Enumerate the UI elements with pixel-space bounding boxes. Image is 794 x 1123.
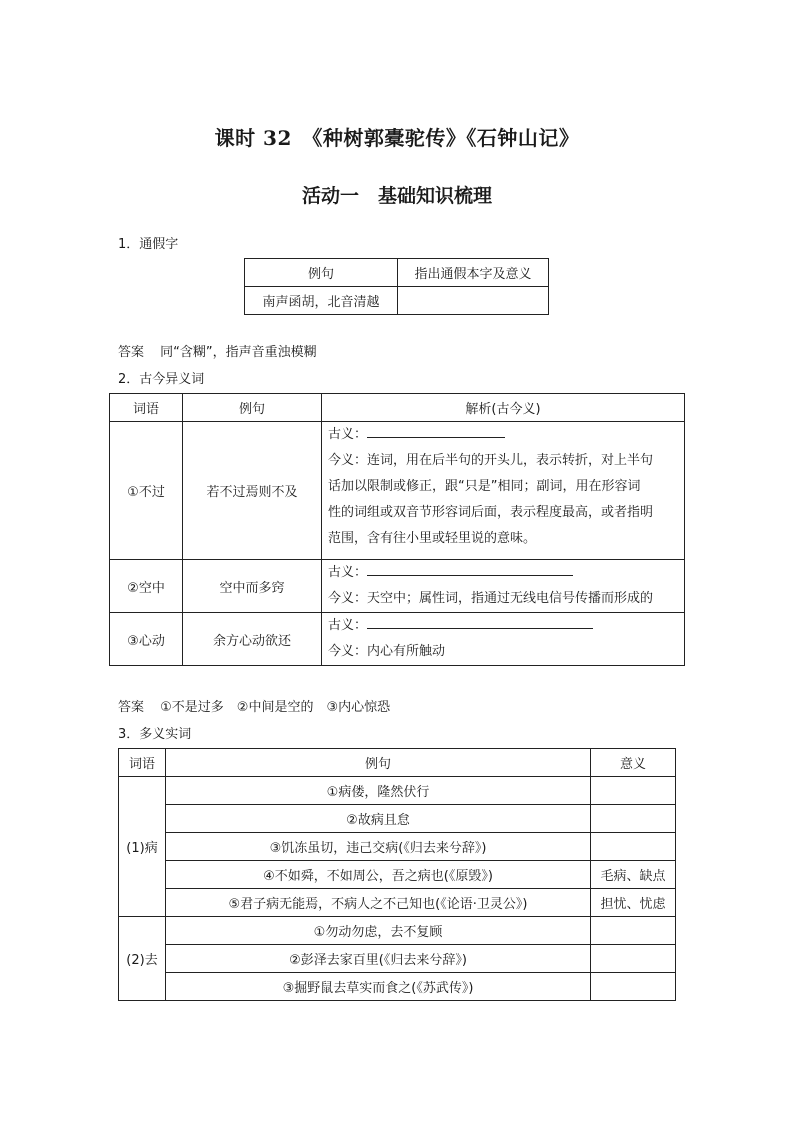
s3-header-example: 例句: [166, 749, 591, 777]
jin-line: 范围，含有往小里或轻里说的意味。: [328, 531, 537, 546]
answer-label: 答案: [118, 345, 145, 360]
s2-word: ②空中: [110, 560, 183, 613]
table-row: [119, 805, 676, 833]
s2-answer: [118, 696, 390, 715]
gu-label: 古义：: [328, 427, 368, 442]
fill-blank: [367, 424, 505, 438]
s3-meaning: [591, 833, 676, 861]
table-row: [119, 973, 676, 1001]
s2-heading: 2．古今异义词: [118, 372, 205, 387]
s3-meaning: [591, 777, 676, 805]
s1-table: [244, 258, 549, 315]
fill-blank: [367, 562, 573, 576]
table-row: [119, 777, 676, 805]
s2-example: 空中而多窍: [183, 560, 322, 613]
s3-table: [118, 748, 676, 1001]
section-title: 活动一 基础知识梳理: [301, 185, 492, 207]
s3-header-word: 词语: [119, 749, 166, 777]
jin-line: 话加以限制或修正，跟“只是”相同；副词，用在形容词: [328, 479, 641, 494]
s3-example: ③饥冻虽切，违己交病(《归去来兮辞》): [166, 833, 591, 861]
s2-word: ①不过: [110, 422, 183, 560]
s2-header-explain: 解析(古今义): [322, 394, 685, 422]
table-row: [119, 861, 676, 889]
s3-meaning: [591, 945, 676, 973]
s3-header-meaning: 意义: [591, 749, 676, 777]
answer-label: 答案: [118, 700, 145, 715]
table-row: [110, 613, 685, 666]
s3-meaning: [591, 805, 676, 833]
s3-word: (1)病: [119, 777, 166, 917]
s3-example: ④不如舜，不如周公，吾之病也(《原毁》): [166, 861, 591, 889]
jin-line: 今义：天空中；属性词，指通过无线电信号传播而形成的: [328, 591, 654, 606]
s3-meaning: [591, 917, 676, 945]
table-row: [110, 560, 685, 613]
s1-example-cell: 南声函胡，北音清越: [245, 287, 398, 315]
s2-header-word: 词语: [110, 394, 183, 422]
fill-blank: [367, 615, 593, 629]
s3-word: (2)去: [119, 917, 166, 1001]
s2-table: [109, 393, 685, 666]
s1-answer-cell: [398, 287, 549, 315]
answer-text: 同“含糊”，指声音重浊模糊: [160, 345, 317, 360]
s3-example: ①勿动勿虑，去不复顾: [166, 917, 591, 945]
table-row: [110, 422, 685, 560]
gu-line: [328, 613, 678, 639]
s3-meaning: [591, 973, 676, 1001]
s1-header-example: 例句: [245, 259, 398, 287]
s3-heading: 3．多义实词: [118, 727, 192, 742]
jin-line: 性的词组或双音节形容词后面，表示程度最高，或者指明: [328, 505, 654, 520]
table-row: [119, 833, 676, 861]
answer-text: ①不是过多 ②中间是空的 ③内心惊恐: [160, 700, 391, 715]
s1-heading: 1．通假字: [118, 237, 179, 252]
table-row: [119, 917, 676, 945]
s3-example: ⑤君子病无能焉，不病人之不己知也(《论语·卫灵公》): [166, 889, 591, 917]
table-row: [119, 945, 676, 973]
gu-label: 古义：: [328, 565, 368, 580]
s3-meaning: 担忧、忧虑: [591, 889, 676, 917]
s1-answer: [118, 341, 317, 360]
gu-label: 古义：: [328, 618, 368, 633]
s2-explain: [322, 613, 685, 666]
gu-line: [328, 560, 678, 586]
s2-explain: [322, 422, 685, 560]
table-row: [119, 889, 676, 917]
s3-example: ②彭泽去家百里(《归去来兮辞》): [166, 945, 591, 973]
s2-explain: [322, 560, 685, 613]
s1-header-meaning: 指出通假本字及意义: [398, 259, 549, 287]
jin-line: 今义：内心有所触动: [328, 644, 446, 659]
gu-line: [328, 422, 678, 448]
s2-word: ③心动: [110, 613, 183, 666]
jin-line: 今义：连词，用在后半句的开头儿，表示转折，对上半句: [328, 453, 654, 468]
s2-example: 余方心动欲还: [183, 613, 322, 666]
s3-example: ③掘野鼠去草实而食之(《苏武传》): [166, 973, 591, 1001]
page-title: 课时 32 《种树郭橐驼传》《石钟山记》: [214, 126, 580, 150]
s2-example: 若不过焉则不及: [183, 422, 322, 560]
s3-example: ①病偻，隆然伏行: [166, 777, 591, 805]
s2-header-example: 例句: [183, 394, 322, 422]
s3-meaning: 毛病、缺点: [591, 861, 676, 889]
s3-example: ②故病且怠: [166, 805, 591, 833]
